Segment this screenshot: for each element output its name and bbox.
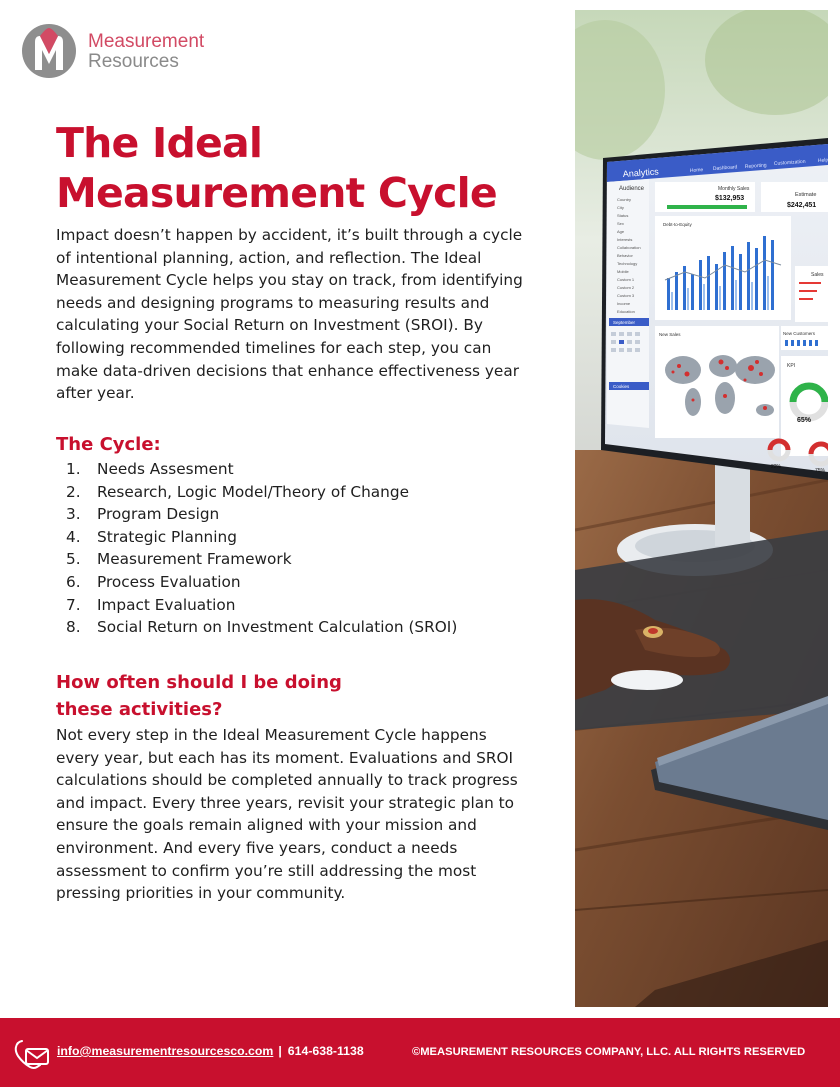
screen-sidebar-item: Status	[617, 213, 629, 218]
screen-sidebar-item: Country	[617, 197, 632, 202]
cycle-heading: The Cycle:	[56, 434, 161, 455]
screen-new-sales-label: New Sales	[659, 332, 681, 337]
frequency-paragraph: Not every step in the Ideal Measurement Cycle happens every year, but each has its moment. Evaluations and SROI calculations should be completed annually to track progress and impact. Every three years, revisit your strategic plan to ensure the goals remain aligned with your mission and environment. And every five years, conduct a needs assessment to confirm you’re still addressing the most pressing priorities in your community.	[56, 726, 518, 903]
screen-estimate-value: $242,451	[787, 202, 817, 209]
list-label: Research, Logic Model/Theory of Change	[97, 482, 410, 501]
footer-bar	[0, 1018, 840, 1087]
footer-contact	[57, 1043, 364, 1059]
intro-paragraph: Impact doesn’t happen by accident, it’s built through a cycle of intentional planning, action, and reflection. The Ideal Measurement Cycle helps you stay on track, from identifying needs and designing programs to measuring results and calculating your Social Return on Investment (SROI). By following recommended timelines for each step, you can make data-driven decisions that enhance effectiveness year after year.	[56, 226, 523, 403]
list-number: 8.	[66, 618, 81, 637]
screen-sidebar-item: Custom 2	[617, 285, 635, 290]
screen-estimate-label: Estimate	[795, 192, 817, 198]
list-item	[66, 526, 457, 549]
list-item	[66, 481, 457, 504]
screen-sidebar-item: Sex	[617, 221, 624, 226]
screen-sidebar-item: Mobile	[617, 269, 629, 274]
list-label: Needs Assesment	[97, 460, 234, 478]
logo-m-icon	[22, 24, 76, 78]
screen-sidebar-item: Income	[617, 301, 631, 306]
list-item	[66, 548, 457, 571]
list-item	[66, 458, 457, 481]
footer-email-link[interactable]: info@measurementresourcesco.com	[57, 1044, 274, 1058]
screen-app-title: Analytics	[622, 166, 660, 179]
screen-kpi-small-1: 22%	[771, 464, 782, 470]
screen-sales-label: Sales	[811, 272, 824, 278]
screen-nav-item: Customization	[773, 158, 806, 167]
screen-sidebar-item: Education	[617, 309, 635, 314]
list-label: Program Design	[97, 505, 220, 524]
list-item	[66, 616, 457, 639]
screen-sidebar-item: Collaboration	[617, 245, 641, 250]
footer-separator: |	[278, 1044, 282, 1058]
footer-phone[interactable]: 614-638-1138	[287, 1044, 364, 1058]
screen-sidebar-item: Custom 1	[617, 277, 635, 282]
screen-nav-item: Home	[689, 167, 704, 174]
list-number: 7.	[66, 595, 81, 614]
screen-sidebar-item: Interests	[617, 237, 633, 242]
screen-kpi-small-2: 75%	[815, 468, 826, 474]
mail-icon	[14, 1035, 52, 1071]
logo-line-1: Measurement	[88, 31, 205, 52]
screen-monthly-sales-label: Monthly Sales	[718, 186, 750, 192]
screen-kpi-label: KPI	[787, 363, 796, 369]
screen-sidebar-item: Custom 3	[617, 293, 635, 298]
list-label: Social Return on Investment Calculation (SROI)	[97, 618, 458, 637]
screen-nav-item: Reporting	[744, 162, 767, 170]
screen-sidebar-item: Technology	[617, 261, 638, 266]
screen-nav-item: Help	[817, 157, 828, 164]
list-number: 1.	[66, 460, 81, 478]
list-number: 5.	[66, 550, 81, 569]
frequency-heading: How often should I be doing these activities?	[56, 672, 342, 720]
list-item	[66, 594, 457, 617]
analytics-dashboard-photo	[575, 10, 828, 1007]
list-number: 3.	[66, 505, 81, 524]
page-title: The Ideal Measurement Cycle	[56, 119, 497, 217]
company-logo	[22, 24, 222, 80]
screen-sidebar-item: City	[617, 205, 624, 210]
list-label: Impact Evaluation	[97, 595, 236, 614]
screen-sidebar-item: Behavior	[617, 253, 633, 258]
logo-line-2: Resources	[88, 51, 179, 72]
list-item	[66, 571, 457, 594]
list-number: 2.	[66, 482, 81, 501]
screen-nav-item: Dashboard	[712, 164, 738, 172]
screen-sidebar-extra: Cookies	[613, 384, 630, 389]
footer-copyright: ©MEASUREMENT RESOURCES COMPANY, LLC. ALL RIGHTS RESERVED	[412, 1046, 806, 1058]
screen-new-customers-label: New Customers	[783, 331, 816, 336]
cycle-list	[66, 458, 457, 639]
list-item	[66, 503, 457, 526]
list-label: Process Evaluation	[97, 572, 241, 591]
logo-wordmark	[88, 32, 204, 72]
screen-sidebar-item: Age	[617, 229, 625, 234]
screen-sidebar-selected: September	[613, 320, 636, 325]
list-label: Measurement Framework	[97, 550, 292, 569]
list-number: 4.	[66, 527, 81, 546]
list-number: 6.	[66, 572, 81, 591]
screen-sidebar-header: Audience	[619, 186, 645, 192]
screen-monthly-sales-value: $132,953	[715, 195, 745, 202]
list-label: Strategic Planning	[97, 527, 237, 546]
screen-kpi-main: 65%	[797, 417, 812, 424]
screen-chart-label: Debt-to-Equity	[663, 222, 692, 227]
